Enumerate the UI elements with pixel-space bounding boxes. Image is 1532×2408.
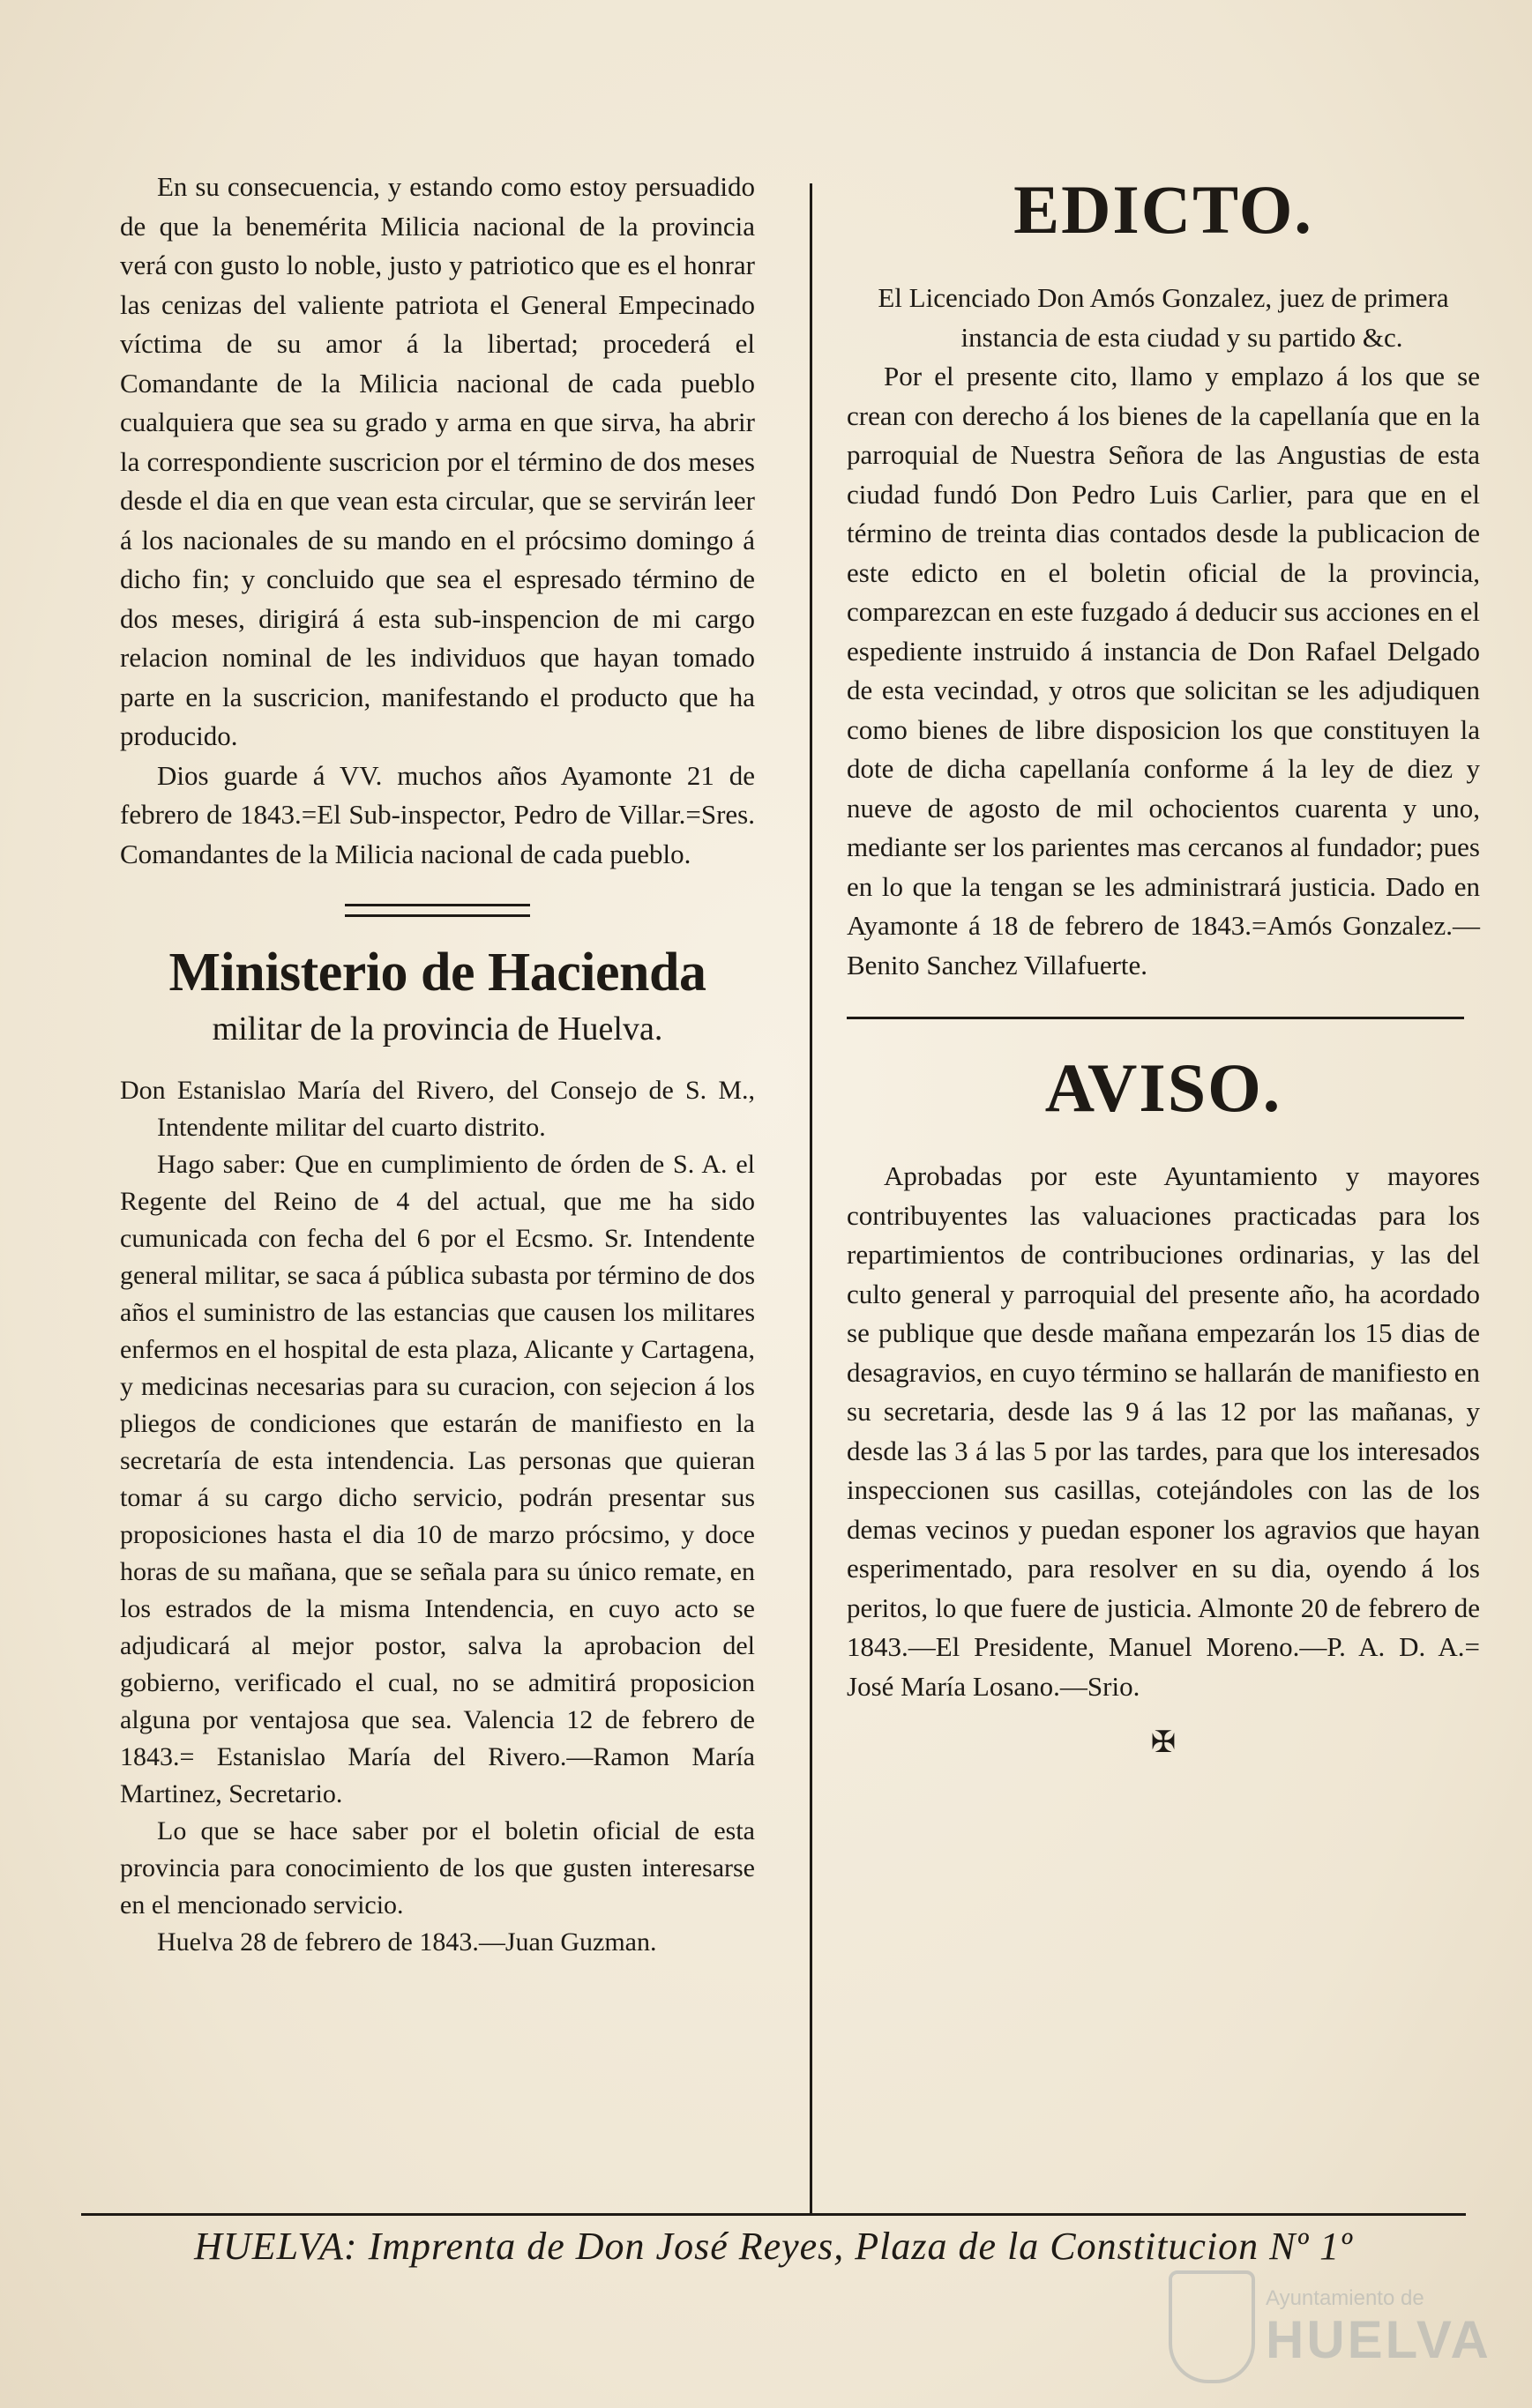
left-column	[120, 168, 755, 1961]
ministry-title: Ministerio de Hacienda	[168, 943, 706, 1003]
aviso-title: AVISO.	[1044, 1049, 1282, 1126]
ministry-intro: Don Estanislao María del Rivero, del Consejo de S. M., Intendente militar del cuarto distrito.	[120, 1076, 755, 1142]
archive-watermark	[1169, 2270, 1504, 2385]
edicto-title: EDICTO.	[1013, 171, 1313, 248]
column-divider	[810, 183, 812, 2216]
watermark-line1: Ayuntamiento de	[1266, 2286, 1424, 2310]
edicto-body: Por el presente cito, llamo y emplazo á los que se crean con derecho á los bienes de la capellanía que en la parroquial de Nuestra Señora de las Angustias de esta ciudad fundó Don Pedro Luis Carlier, para que en el término de treinta dias contados desde la publicacion de este edicto en el boletin oficial de la provincia, comparezcan en este fuzgado á deducir sus acciones en el espediente instruido á instancia de Don Rafael Delgado de esta vecindad, y otros que solicitan se les adjudiquen como bienes de libre disposicion los que constituyen la dote de dicha capellanía conforme á la ley de diez y nueve de agosto de mil ochocientos cuarenta y uno, mediante ser los parientes mas cercanos al fundador; pues en lo que la tengan se les administrará justicia. Dado en Ayamonte á 18 de febrero de 1843.=Amós Gonzalez.—Benito Sanchez Villafuerte.	[847, 361, 1480, 980]
edicto-intro: El Licenciado Don Amós Gonzalez, juez de primera instancia de esta ciudad y su partido &c.	[878, 282, 1449, 353]
aviso-body: Aprobadas por este Ayuntamiento y mayores contribuyentes las valuaciones practicadas para los repartimientos de contribuciones ordinarias, y las del culto general y parroquial del presente año, ha acordado se publique que desde mañana empezarán los 15 dias de desagravios, en cuyo término se hallarán de manifiesto en su secretaria, desde las 9 á las 12 por las mañanas, y desde las 3 á las 5 por las tardes, para que los interesados inspeccionen sus casillas, cotejándoles con las de los demas vecinos y puedan esponer los agravios que hayan esperimentado, para resolver en su dia, oyendo á los peritos, lo que fuere de justicia. Almonte 20 de febrero de 1843.—El Presidente, Manuel Moreno.—P. A. D. A.= José María Losano.—Srio.	[847, 1160, 1480, 1702]
section-divider	[345, 904, 530, 917]
ministry-subtitle: militar de la provincia de Huelva.	[212, 1010, 663, 1047]
circular-paragraph: En su consecuencia, y estando como estoy persuadido de que la benemérita Milicia nacional de la provincia verá con gusto lo noble, justo y patriotico que es el honrar las cenizas del valiente patriota el General Empecinado víctima de su amor á la libertad; procederá el Comandante de la Milicia nacional de cada pueblo cualquiera que sea su grado y arma en que sirva, ha abrir la correspondiente suscricion por el término de dos meses desde el dia en que vean esta circular, que se servirán leer á los nacionales de su mando en el prócsimo domingo á dicho fin; y concluido que sea el espresado término de dos meses, dirigirá á esta sub-inspencion de mi cargo relacion nominal de les individuos que hayan tomado parte en la suscricion, manifestando el producto que ha producido.	[120, 171, 755, 751]
ministry-signature: Huelva 28 de febrero de 1843.—Juan Guzman.	[157, 1927, 657, 1957]
ministry-body: Hago saber: Que en cumplimiento de órden de S. A. el Regente del Reino de 4 del actual, que me ha sido cumunicada con fecha del 6 por el Ecsmo. Sr. Intendente general militar, se saca á pública subasta por término de dos años el suministro de las estancias que causen los militares enfermos en el hospital de esta plaza, Alicante y Cartagena, y medicinas necesarias para su curacion, con sejecion á los pliegos de condiciones que estarán de manifiesto en la secretaría de esta intendencia. Las personas que quieran tomar á su cargo dicho servicio, podrán presentar sus proposiciones hasta el dia 10 de marzo prócsimo, y doce horas de su mañana, que se señala para su único remate, en los estrados de la misma Intendencia, en cuyo acto se adjudicará al mejor postor, salva la aprobacion del gobierno, verificado el cual, no se admitirá proposicion alguna por ventajosa que sea. Valencia 12 de febrero de 1843.= Estanislao María del Rivero.—Ramon María Martinez, Secretario.	[120, 1150, 755, 1808]
ornament-icon: ✠	[1150, 1726, 1177, 1759]
printer-imprint: HUELVA: Imprenta de Don José Reyes, Plaza de la Constitucion Nº 1º	[194, 2225, 1353, 2268]
footer-rule-top	[81, 2213, 1466, 2216]
watermark-line2: HUELVA	[1266, 2310, 1491, 2369]
city-shield-icon	[1169, 2270, 1255, 2383]
right-column	[847, 168, 1480, 1761]
ministry-notice: Lo que se hace saber por el boletin oficial de esta provincia para conocimiento de los que gusten interesarse en el mencionado servicio.	[120, 1816, 755, 1920]
circular-closing: Dios guarde á VV. muchos años Ayamonte 21 de febrero de 1843.=El Sub-inspector, Pedro de Villar.=Sres. Comandantes de la Milicia nacional de cada pueblo.	[120, 759, 755, 869]
section-rule	[847, 1017, 1464, 1019]
